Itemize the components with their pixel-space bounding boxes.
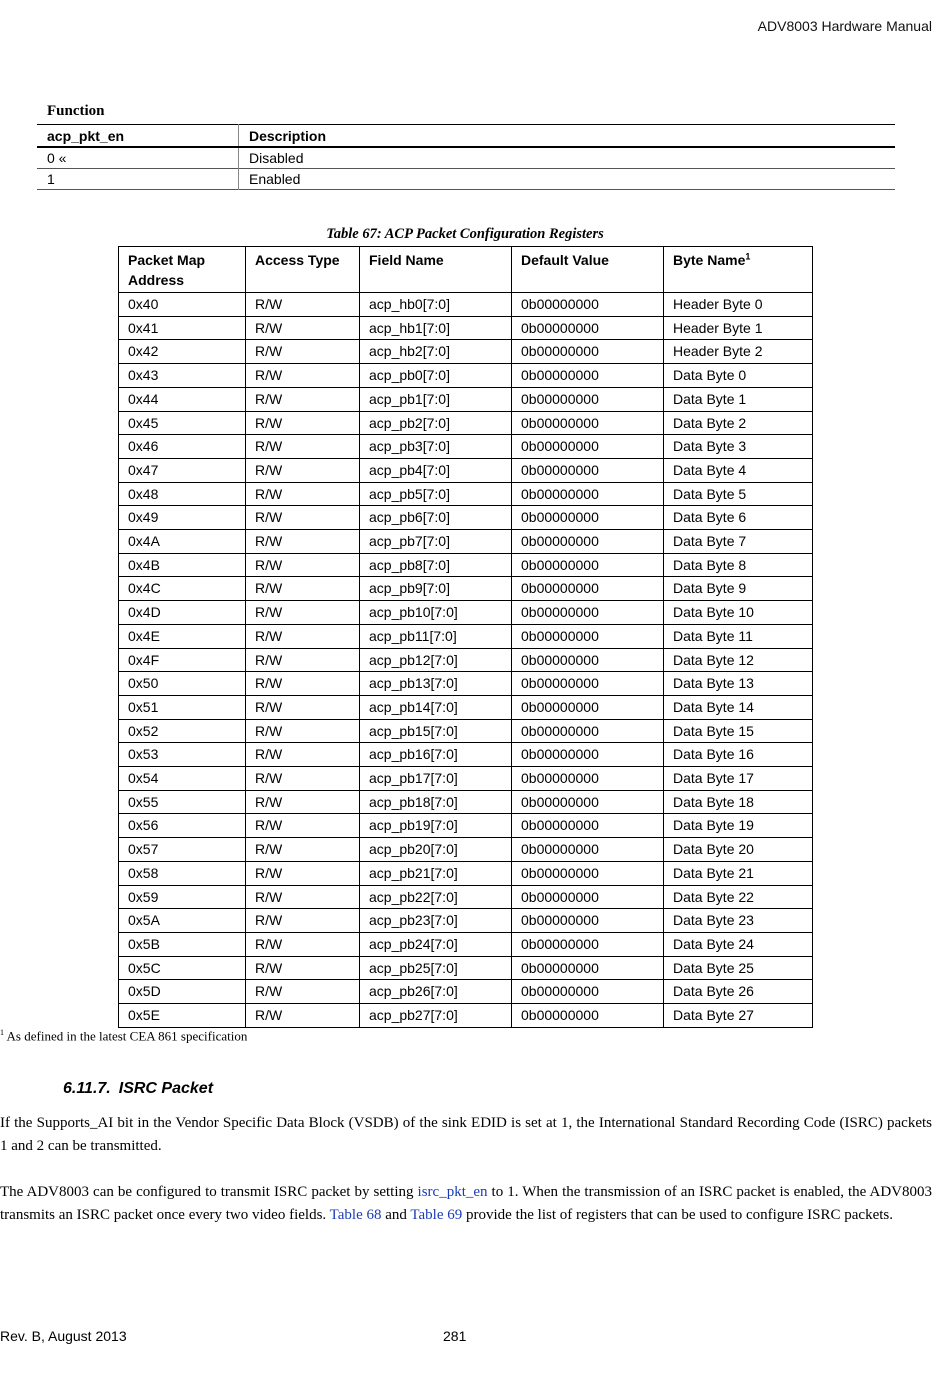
- field-name-cell: acp_pb7[7:0]: [360, 530, 512, 554]
- byte-name-cell: Data Byte 22: [664, 885, 813, 909]
- byte-name-cell: Header Byte 1: [664, 316, 813, 340]
- access-type-cell: R/W: [246, 624, 360, 648]
- table-row: [119, 340, 813, 364]
- address-cell: 0x5A: [119, 909, 246, 933]
- byte-name-cell: Data Byte 7: [664, 530, 813, 554]
- default-value-cell: 0b00000000: [512, 458, 664, 482]
- byte-name-cell: Data Byte 16: [664, 743, 813, 767]
- address-cell: 0x5E: [119, 1004, 246, 1028]
- table-row: [119, 458, 813, 482]
- field-name-cell: acp_pb8[7:0]: [360, 553, 512, 577]
- table-row: [119, 956, 813, 980]
- table-row: [119, 387, 813, 411]
- field-name-cell: acp_pb2[7:0]: [360, 411, 512, 435]
- address-cell: 0x58: [119, 861, 246, 885]
- byte-name-cell: Data Byte 17: [664, 767, 813, 791]
- default-value-cell: 0b00000000: [512, 695, 664, 719]
- access-type-cell: R/W: [246, 980, 360, 1004]
- default-value-cell: 0b00000000: [512, 909, 664, 933]
- default-value-cell: 0b00000000: [512, 932, 664, 956]
- table-row: [119, 364, 813, 388]
- field-name-cell: acp_pb21[7:0]: [360, 861, 512, 885]
- address-cell: 0x4C: [119, 577, 246, 601]
- address-cell: 0x42: [119, 340, 246, 364]
- table-row: [119, 885, 813, 909]
- access-type-cell: R/W: [246, 387, 360, 411]
- byte-name-cell: Data Byte 21: [664, 861, 813, 885]
- header-byte-name: [664, 247, 813, 293]
- table-row: [119, 506, 813, 530]
- table-row: [119, 980, 813, 1004]
- access-type-cell: R/W: [246, 577, 360, 601]
- access-type-cell: R/W: [246, 956, 360, 980]
- paragraph-2-text-1: The ADV8003 can be configured to transmit ISRC packet by setting: [0, 1184, 418, 1200]
- address-cell: 0x5D: [119, 980, 246, 1004]
- default-value-cell: 0b00000000: [512, 506, 664, 530]
- field-name-cell: acp_pb9[7:0]: [360, 577, 512, 601]
- header-field-name: Field Name: [360, 247, 512, 293]
- byte-name-cell: Data Byte 9: [664, 577, 813, 601]
- function-table-header-row: [37, 125, 895, 148]
- body-paragraph-1: If the Supports_AI bit in the Vendor Specific Data Block (VSDB) of the sink EDID is set at 1, the International Standard Recording Code (ISRC) packets 1 and 2 can be transmitted.: [0, 1115, 932, 1154]
- field-name-cell: acp_hb1[7:0]: [360, 316, 512, 340]
- access-type-cell: R/W: [246, 885, 360, 909]
- default-value-cell: 0b00000000: [512, 885, 664, 909]
- table-row: [119, 316, 813, 340]
- section-number: 6.11.7.: [63, 1080, 111, 1097]
- table-69-link[interactable]: Table 69: [410, 1207, 463, 1223]
- table-row: [119, 719, 813, 743]
- address-cell: 0x47: [119, 458, 246, 482]
- table-row: [119, 672, 813, 696]
- table-row: [119, 601, 813, 625]
- byte-name-cell: Data Byte 19: [664, 814, 813, 838]
- default-value-cell: 0b00000000: [512, 648, 664, 672]
- access-type-cell: R/W: [246, 790, 360, 814]
- access-type-cell: R/W: [246, 435, 360, 459]
- table-68-link[interactable]: Table 68: [329, 1207, 382, 1223]
- table-row: [119, 932, 813, 956]
- field-name-cell: acp_pb3[7:0]: [360, 435, 512, 459]
- default-value-cell: 0b00000000: [512, 790, 664, 814]
- register-table-header-row: [119, 247, 813, 293]
- address-cell: 0x57: [119, 838, 246, 862]
- address-cell: 0x40: [119, 293, 246, 317]
- field-name-cell: acp_pb10[7:0]: [360, 601, 512, 625]
- table-row: [119, 482, 813, 506]
- address-cell: 0x4E: [119, 624, 246, 648]
- field-name-cell: acp_pb25[7:0]: [360, 956, 512, 980]
- byte-name-cell: Header Byte 2: [664, 340, 813, 364]
- default-value-cell: 0b00000000: [512, 530, 664, 554]
- section-heading: [63, 1080, 213, 1098]
- access-type-cell: R/W: [246, 364, 360, 388]
- header-access-type: Access Type: [246, 247, 360, 293]
- field-name-cell: acp_hb0[7:0]: [360, 293, 512, 317]
- table-row: [119, 790, 813, 814]
- field-name-cell: acp_pb1[7:0]: [360, 387, 512, 411]
- table-row: [119, 577, 813, 601]
- default-value-cell: 0b00000000: [512, 814, 664, 838]
- default-value-cell: 0b00000000: [512, 364, 664, 388]
- address-cell: 0x56: [119, 814, 246, 838]
- byte-name-cell: Data Byte 11: [664, 624, 813, 648]
- field-name-cell: acp_pb26[7:0]: [360, 980, 512, 1004]
- document-header-title: ADV8003 Hardware Manual: [757, 18, 932, 34]
- address-cell: 0x43: [119, 364, 246, 388]
- byte-name-cell: Data Byte 26: [664, 980, 813, 1004]
- table-row: [119, 435, 813, 459]
- access-type-cell: R/W: [246, 340, 360, 364]
- address-cell: 0x49: [119, 506, 246, 530]
- paragraph-2-text-4: provide the list of registers that can be used to configure ISRC packets.: [462, 1207, 893, 1223]
- field-name-cell: acp_pb11[7:0]: [360, 624, 512, 648]
- byte-name-cell: Data Byte 1: [664, 387, 813, 411]
- access-type-cell: R/W: [246, 648, 360, 672]
- default-value-cell: 0b00000000: [512, 577, 664, 601]
- default-value-cell: 0b00000000: [512, 672, 664, 696]
- field-name-cell: acp_pb5[7:0]: [360, 482, 512, 506]
- access-type-cell: R/W: [246, 601, 360, 625]
- function-header-description: Description: [249, 127, 327, 144]
- header-byte-name-label: Byte Name: [673, 252, 746, 268]
- field-name-cell: acp_pb20[7:0]: [360, 838, 512, 862]
- address-cell: 0x45: [119, 411, 246, 435]
- access-type-cell: R/W: [246, 814, 360, 838]
- access-type-cell: R/W: [246, 932, 360, 956]
- field-name-cell: acp_pb22[7:0]: [360, 885, 512, 909]
- default-value-cell: 0b00000000: [512, 1004, 664, 1028]
- paragraph-2-text-2: to 1. When the transmission of an ISRC packet is enabled, the ADV8003 transmits an ISRC packet once every two video fields.: [0, 1184, 932, 1223]
- table-row: [119, 814, 813, 838]
- byte-name-cell: Data Byte 23: [664, 909, 813, 933]
- access-type-cell: R/W: [246, 1004, 360, 1028]
- table-row: [119, 909, 813, 933]
- table-row: [119, 553, 813, 577]
- footer-page-number: 281: [443, 1328, 467, 1344]
- byte-name-cell: Data Byte 12: [664, 648, 813, 672]
- function-table-row: [37, 147, 895, 169]
- default-value-cell: 0b00000000: [512, 956, 664, 980]
- function-table-row: [37, 169, 895, 190]
- address-cell: 0x41: [119, 316, 246, 340]
- body-paragraph-2: [0, 1181, 932, 1227]
- address-cell: 0x5C: [119, 956, 246, 980]
- byte-name-cell: Data Byte 15: [664, 719, 813, 743]
- table-row: [119, 861, 813, 885]
- header-packet-map-address: Packet Map Address: [119, 247, 246, 293]
- default-value-cell: 0b00000000: [512, 980, 664, 1004]
- table-row: [119, 530, 813, 554]
- byte-name-cell: Data Byte 8: [664, 553, 813, 577]
- register-table: [118, 246, 813, 1028]
- address-cell: 0x50: [119, 672, 246, 696]
- address-cell: 0x4D: [119, 601, 246, 625]
- byte-name-cell: Data Byte 27: [664, 1004, 813, 1028]
- default-value-cell: 0b00000000: [512, 293, 664, 317]
- footnote-reference-mark: 1: [745, 251, 751, 262]
- byte-name-cell: Header Byte 0: [664, 293, 813, 317]
- function-description-cell: Disabled: [249, 150, 304, 166]
- address-cell: 0x52: [119, 719, 246, 743]
- function-table-caption: Function: [47, 103, 105, 119]
- default-value-cell: 0b00000000: [512, 435, 664, 459]
- access-type-cell: R/W: [246, 482, 360, 506]
- table-row: [119, 695, 813, 719]
- footnote-text: As defined in the latest CEA 861 specification: [6, 1028, 248, 1044]
- access-type-cell: R/W: [246, 293, 360, 317]
- byte-name-cell: Data Byte 5: [664, 482, 813, 506]
- header-default-value: Default Value: [512, 247, 664, 293]
- access-type-cell: R/W: [246, 695, 360, 719]
- access-type-cell: R/W: [246, 411, 360, 435]
- default-value-cell: 0b00000000: [512, 482, 664, 506]
- address-cell: 0x46: [119, 435, 246, 459]
- byte-name-cell: Data Byte 4: [664, 458, 813, 482]
- field-name-cell: acp_pb18[7:0]: [360, 790, 512, 814]
- address-cell: 0x53: [119, 743, 246, 767]
- table-row: [119, 838, 813, 862]
- function-value-cell: 0 «: [37, 147, 239, 169]
- function-value-cell: 1: [37, 169, 239, 190]
- access-type-cell: R/W: [246, 861, 360, 885]
- byte-name-cell: Data Byte 20: [664, 838, 813, 862]
- function-description-cell: Enabled: [249, 171, 301, 187]
- default-value-cell: 0b00000000: [512, 624, 664, 648]
- table-row: [119, 1004, 813, 1028]
- access-type-cell: R/W: [246, 838, 360, 862]
- address-cell: 0x54: [119, 767, 246, 791]
- default-value-cell: 0b00000000: [512, 387, 664, 411]
- address-cell: 0x5B: [119, 932, 246, 956]
- access-type-cell: R/W: [246, 530, 360, 554]
- byte-name-cell: Data Byte 25: [664, 956, 813, 980]
- function-header-field: acp_pkt_en: [37, 125, 239, 148]
- field-name-cell: acp_pb13[7:0]: [360, 672, 512, 696]
- field-name-cell: acp_pb15[7:0]: [360, 719, 512, 743]
- address-cell: 0x4F: [119, 648, 246, 672]
- table-footnote: [0, 1028, 247, 1044]
- byte-name-cell: Data Byte 0: [664, 364, 813, 388]
- default-value-cell: 0b00000000: [512, 411, 664, 435]
- default-value-cell: 0b00000000: [512, 861, 664, 885]
- field-name-cell: acp_pb27[7:0]: [360, 1004, 512, 1028]
- byte-name-cell: Data Byte 14: [664, 695, 813, 719]
- default-value-cell: 0b00000000: [512, 719, 664, 743]
- access-type-cell: R/W: [246, 672, 360, 696]
- field-name-cell: acp_pb4[7:0]: [360, 458, 512, 482]
- field-name-cell: acp_pb17[7:0]: [360, 767, 512, 791]
- function-table: [37, 124, 895, 190]
- field-name-cell: acp_pb24[7:0]: [360, 932, 512, 956]
- section-title: ISRC Packet: [118, 1080, 214, 1097]
- address-cell: 0x48: [119, 482, 246, 506]
- default-value-cell: 0b00000000: [512, 743, 664, 767]
- byte-name-cell: Data Byte 6: [664, 506, 813, 530]
- default-value-cell: 0b00000000: [512, 601, 664, 625]
- default-value-cell: 0b00000000: [512, 316, 664, 340]
- default-value-cell: 0b00000000: [512, 340, 664, 364]
- field-name-cell: acp_pb6[7:0]: [360, 506, 512, 530]
- byte-name-cell: Data Byte 18: [664, 790, 813, 814]
- byte-name-cell: Data Byte 10: [664, 601, 813, 625]
- address-cell: 0x4B: [119, 553, 246, 577]
- table-row: [119, 293, 813, 317]
- access-type-cell: R/W: [246, 506, 360, 530]
- field-name-cell: acp_hb2[7:0]: [360, 340, 512, 364]
- table-row: [119, 767, 813, 791]
- address-cell: 0x44: [119, 387, 246, 411]
- byte-name-cell: Data Byte 13: [664, 672, 813, 696]
- address-cell: 0x55: [119, 790, 246, 814]
- default-value-cell: 0b00000000: [512, 767, 664, 791]
- table-row: [119, 624, 813, 648]
- register-table-caption: Table 67: ACP Packet Configuration Registers: [326, 226, 604, 242]
- byte-name-cell: Data Byte 2: [664, 411, 813, 435]
- field-name-cell: acp_pb12[7:0]: [360, 648, 512, 672]
- byte-name-cell: Data Byte 3: [664, 435, 813, 459]
- address-cell: 0x59: [119, 885, 246, 909]
- access-type-cell: R/W: [246, 458, 360, 482]
- byte-name-cell: Data Byte 24: [664, 932, 813, 956]
- footer-revision: Rev. B, August 2013: [0, 1328, 127, 1344]
- paragraph-2-text-3: and: [381, 1207, 411, 1223]
- access-type-cell: R/W: [246, 767, 360, 791]
- address-cell: 0x51: [119, 695, 246, 719]
- field-name-cell: acp_pb23[7:0]: [360, 909, 512, 933]
- address-cell: 0x4A: [119, 530, 246, 554]
- field-name-cell: acp_pb19[7:0]: [360, 814, 512, 838]
- field-name-cell: acp_pb0[7:0]: [360, 364, 512, 388]
- isrc-pkt-en-link[interactable]: isrc_pkt_en: [417, 1184, 488, 1200]
- field-name-cell: acp_pb16[7:0]: [360, 743, 512, 767]
- default-value-cell: 0b00000000: [512, 553, 664, 577]
- field-name-cell: acp_pb14[7:0]: [360, 695, 512, 719]
- access-type-cell: R/W: [246, 316, 360, 340]
- table-row: [119, 743, 813, 767]
- default-value-cell: 0b00000000: [512, 838, 664, 862]
- access-type-cell: R/W: [246, 553, 360, 577]
- table-row: [119, 411, 813, 435]
- access-type-cell: R/W: [246, 909, 360, 933]
- access-type-cell: R/W: [246, 743, 360, 767]
- access-type-cell: R/W: [246, 719, 360, 743]
- footnote-mark: 1: [0, 1028, 4, 1037]
- table-row: [119, 648, 813, 672]
